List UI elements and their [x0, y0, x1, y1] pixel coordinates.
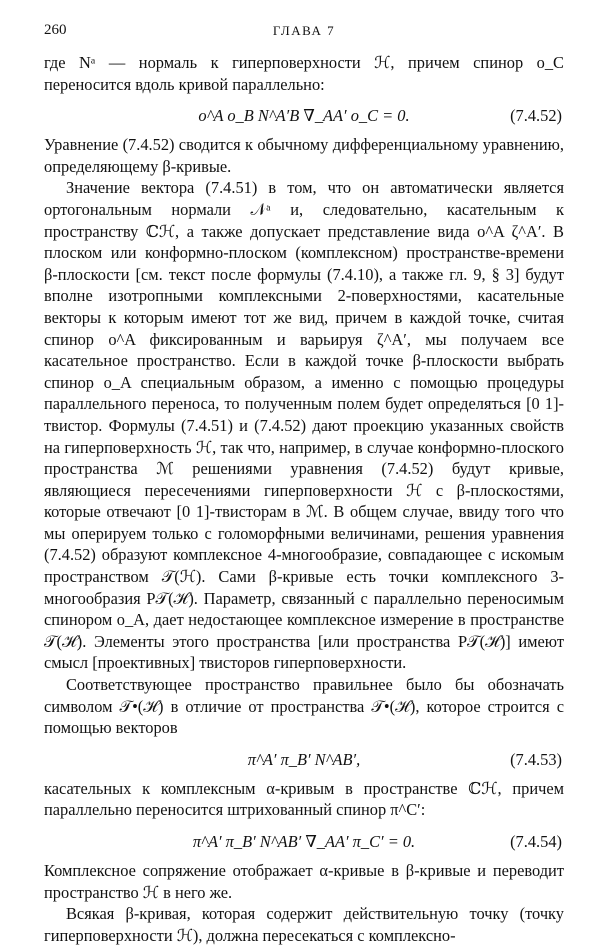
chapter-title: ГЛАВА 7 [272, 23, 336, 38]
equation-expression: o^A o_B N^A′B ∇_AA′ o_C = 0. [198, 106, 410, 126]
paragraph: касательных к комплексным α-кривым в пространстве ℂℋ, причем параллельно переносится штрихованный спинор π^C′: [44, 778, 564, 820]
equation-expression: π^A′ π_B′ N^AB′, [247, 749, 361, 769]
equation-number: (7.4.53) [510, 749, 562, 769]
paragraph: Уравнение (7.4.52) сводится к обычному дифференциальному уравнению, определяющему β-кривые. [44, 135, 564, 176]
paragraph: Значение вектора (7.4.51) в том, что он автоматически является ортогональным нормали 𝒩ᵃ и, следовательно, касательным к пространству ℂℋ, а также допускает представление вида o^A ζ^A′. В плоском или конформно-плоском (комплексном) пространстве-времени β-плоскости [см. текст после формулы (7.4.10), а также гл. 9, § 3] будут вполне изотропными комплексными 2-поверхностями, касательные векторы к которым имеют тот же вид, причем в каждой точке, считая спинор o^A фиксированным и варьируя ζ^A′, мы получаем все касательное пространство. Если в каждой точке β-плоскости выбрать спинор o_A специальным образом, а именно с помощью процедуры параллельного переноса, то полученным полем будет определяться [0 1]-твистор. Формулы (7.4.51) и (7.4.52) дают проекцию указанных свойств на гиперповерхность ℋ, так что, например, в случае конформно-плоского пространства ℳ решениями уравнения (7.4.52) будут кривые, являющиеся пересечениями гиперповерхности ℋ с β-плоскостями, которые отвечают [0 1]-твисторам в ℳ. В общем случае, ввиду того что мы оперируем только с голоморфными величинами, решения уравнения (7.4.52) образуют комплексное 4-многообразие, совпадающее с искомым пространством 𝒯(ℋ). Сами β-кривые есть точки комплексного 3-многообразия P𝒯(ℋ). Параметр, связанный с параллельно переносимым спинором o_A, дает недостающее комплексное измерение в пространстве 𝒯(ℋ). Элементы этого пространства [или пространства P𝒯(ℋ)] имеют смысл [проективных] твисторов гиперповерхности. [44, 178, 564, 673]
equation-expression: π^A′ π_B′ N^AB′ ∇_AA′ π_C′ = 0. [192, 832, 416, 851]
equation [44, 101, 564, 131]
paragraph: Всякая β-кривая, которая содержит действительную точку (точку гиперповерхности ℋ), должна пересекаться с комплексно- [44, 904, 564, 945]
page-number: 260 [44, 22, 67, 38]
paragraph: Соответствующее пространство правильнее было бы обозначать символом 𝒯•(ℋ) в отличие от пространства 𝒯•(ℋ), которое строится с помощью векторов [44, 675, 564, 738]
paragraph: где Nᵃ — нормаль к гиперповерхности ℋ, причем спинор o_C переносится вдоль кривой параллельно: [44, 53, 564, 94]
equation-number: (7.4.52) [510, 106, 562, 126]
equation [44, 745, 564, 775]
book-page [44, 20, 564, 946]
running-header [44, 20, 564, 44]
equation-number: (7.4.54) [510, 832, 562, 851]
paragraph: Комплексное сопряжение отображает α-кривые в β-кривые и переводит пространство ℋ в него же. [44, 861, 564, 902]
equation [44, 827, 564, 857]
